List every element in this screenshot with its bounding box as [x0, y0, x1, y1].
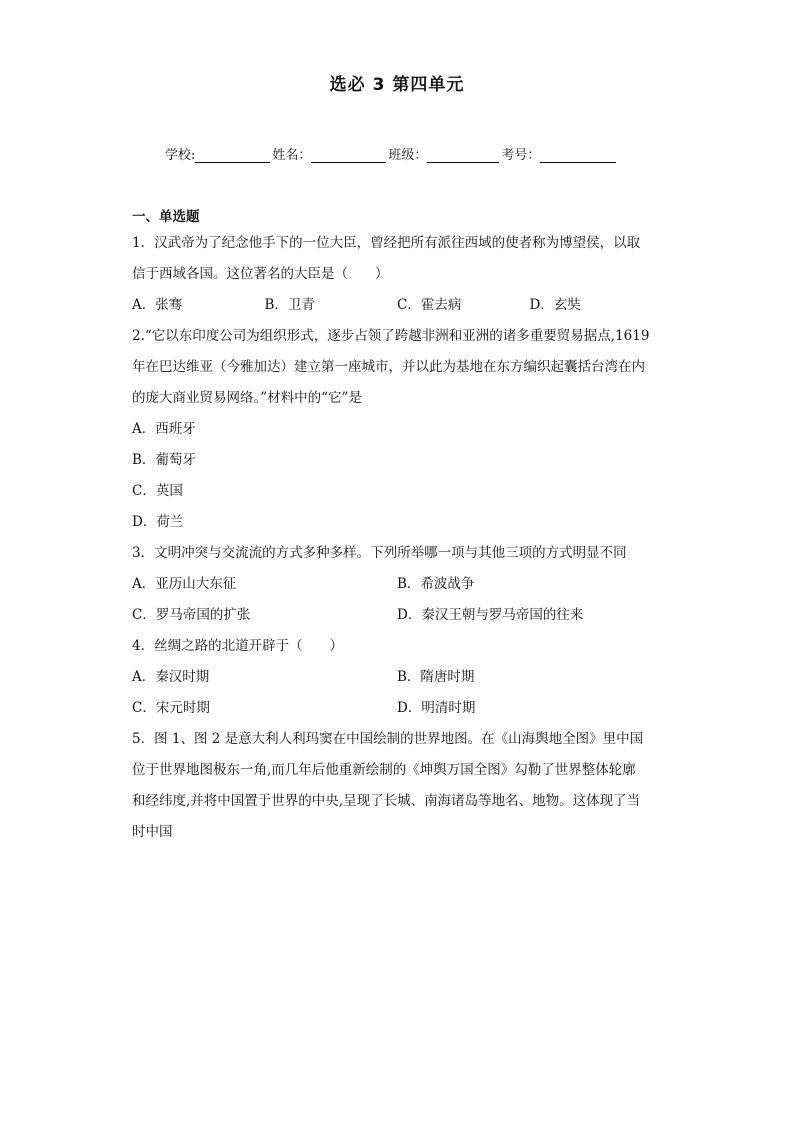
question-text: 3．文明冲突与交流流的方式多种多样。下列所举哪一项与其他三项的方式明显不同	[132, 545, 627, 561]
question-5	[132, 724, 662, 848]
option-b: B．葡萄牙	[132, 452, 196, 468]
option-c: C．英国	[132, 483, 183, 499]
question-content	[132, 206, 662, 848]
section-title: 一、单选题	[132, 209, 200, 225]
question-text: 4．丝绸之路的北道开辟于（ ）	[132, 638, 344, 654]
question-2	[132, 321, 662, 538]
name-blank	[311, 148, 386, 163]
option-d: D．明清时期	[397, 700, 476, 716]
option-c: C．罗马帝国的扩张	[132, 607, 251, 623]
option-b: B．卫青	[264, 297, 315, 313]
option-d: D．玄奘	[529, 297, 581, 313]
question-4	[132, 631, 662, 724]
question-text: 和经纬度,并将中国置于世界的中央,呈现了长城、南海诸岛等地名、地物。这体现了当	[132, 793, 641, 809]
exam-number-label: 考号：	[501, 148, 541, 163]
question-text: 位于世界地图极东一角,而几年后他重新绘制的《坤舆万国全图》勾勒了世界整体轮廓	[132, 762, 636, 778]
student-info-row	[165, 144, 618, 163]
school-blank	[195, 148, 270, 163]
option-c: C．霍去病	[397, 297, 462, 313]
option-b: B．希波战争	[397, 576, 475, 592]
question-text: 时中国	[132, 824, 173, 840]
options-row	[132, 693, 662, 724]
options-row	[132, 662, 662, 693]
option-b: B．隋唐时期	[397, 669, 475, 685]
option-a: A．亚历山大东征	[132, 576, 237, 592]
question-text: 5．图 1、图 2 是意大利人利玛窦在中国绘制的世界地图。在《山海舆地全图》里中国	[132, 731, 644, 747]
option-a: A．西班牙	[132, 421, 196, 437]
question-text: 的庞大商业贸易网络。”材料中的“它”是	[132, 390, 362, 406]
name-label: 姓名：	[272, 148, 312, 163]
question-text: 年在巴达维亚（今雅加达）建立第一座城市，并以此为基地在东方编织起囊括台湾在内	[132, 359, 645, 375]
option-a: A．张骞	[132, 297, 183, 313]
option-d: D．荷兰	[132, 514, 184, 530]
page-title: 选必 3 第四单元	[329, 75, 465, 95]
school-label: 学校:	[165, 148, 196, 163]
question-text: 1．汉武帝为了纪念他手下的一位大臣，曾经把所有派往西域的使者称为博望侯，以取	[132, 235, 641, 251]
question-1	[132, 228, 662, 321]
class-label: 班级：	[388, 148, 428, 163]
option-d: D．秦汉王朝与罗马帝国的往来	[397, 607, 584, 623]
option-c: C．宋元时期	[132, 700, 210, 716]
options-row	[132, 290, 662, 321]
options-row	[132, 569, 662, 600]
options-row	[132, 600, 662, 631]
question-3	[132, 538, 662, 631]
class-blank	[427, 148, 499, 163]
question-text: 2.“它以东印度公司为组织形式，逐步占领了跨越非洲和亚洲的诸多重要贸易据点,1619	[132, 328, 650, 344]
option-a: A．秦汉时期	[132, 669, 210, 685]
question-text: 信于西域各国。这位著名的大臣是（ ）	[132, 266, 389, 282]
exam-number-blank	[540, 148, 616, 163]
